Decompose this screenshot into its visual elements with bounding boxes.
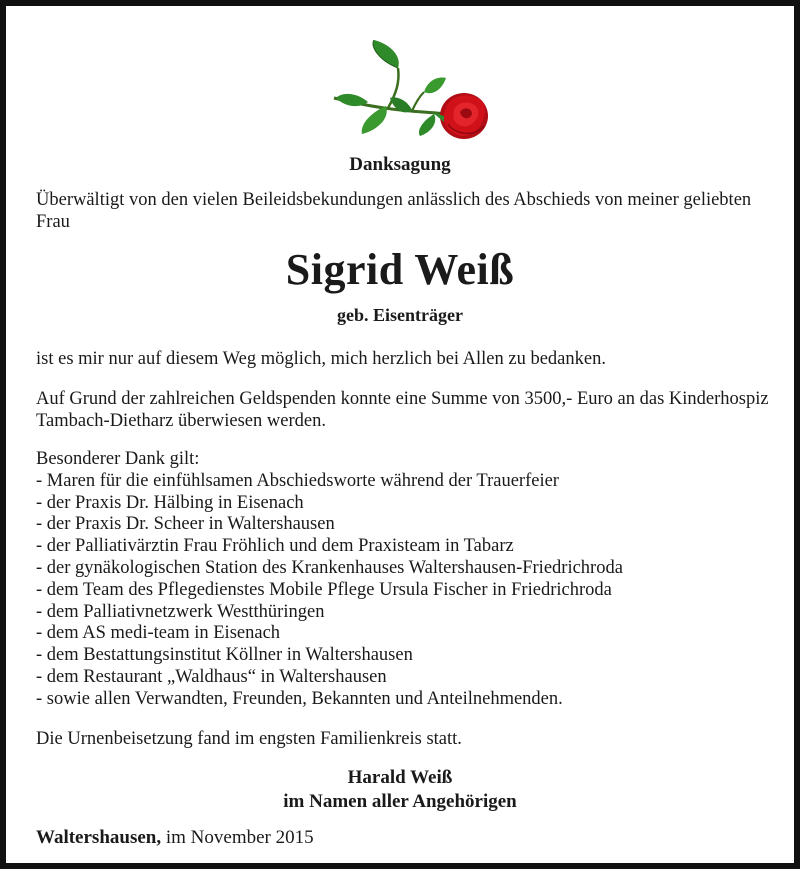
special-thanks-label: Besonderer Dank gilt: (36, 449, 200, 469)
signer-subtitle: im Namen aller Angehörigen (283, 791, 517, 812)
list-item: - dem Restaurant „Waldhaus“ in Waltershausen (36, 666, 387, 687)
list-item: - dem AS medi-team in Eisenach (36, 623, 281, 644)
special-thanks-section (36, 449, 786, 711)
list-item: - der gynäkologischen Station des Krankenhauses Waltershausen-Friedrichroda (36, 557, 623, 578)
notice-title: Danksagung (349, 154, 451, 175)
list-item: - der Praxis Dr. Hälbing in Eisenach (36, 492, 304, 513)
list-item: - Maren für die einfühlsamen Abschiedsworte während der Trauerfeier (36, 470, 559, 491)
list-item: - der Palliativärztin Frau Fröhlich und dem Praxisteam in Tabarz (36, 536, 514, 557)
burial-note: Die Urnenbeisetzung fand im engsten Familienkreis statt. (36, 729, 462, 749)
red-rose-icon (328, 38, 490, 142)
deceased-name: Sigrid Weiß (285, 245, 515, 294)
special-thanks-list (36, 471, 786, 711)
thanks-line: ist es mir nur auf diesem Weg möglich, mich herzlich bei Allen zu bedanken. (36, 349, 606, 369)
list-item: - dem Team des Pflegedienstes Mobile Pflege Ursula Fischer in Friedrichroda (36, 579, 612, 600)
date: im November 2015 (165, 827, 314, 848)
signer-name: Harald Weiß (347, 767, 453, 788)
intro-text: Überwältigt von den vielen Beileidsbekundungen anlässlich des Abschieds von meiner geliebten Frau (36, 190, 752, 232)
list-item: - der Praxis Dr. Scheer in Waltershausen (36, 514, 335, 535)
place-date (36, 827, 314, 849)
list-item: - dem Palliativnetzwerk Westthüringen (36, 601, 325, 622)
donation-text: Auf Grund der zahlreichen Geldspenden konnte eine Summe von 3500,- Euro an das Kinderhospiz Tambach-Dietharz überwiesen werden. (36, 389, 769, 431)
list-item: - dem Bestattungsinstitut Köllner in Waltershausen (36, 645, 413, 666)
place: Waltershausen, (36, 827, 162, 848)
list-item: - sowie allen Verwandten, Freunden, Bekannten und Anteilnehmenden. (36, 688, 563, 709)
birth-name: geb. Eisenträger (337, 305, 463, 325)
